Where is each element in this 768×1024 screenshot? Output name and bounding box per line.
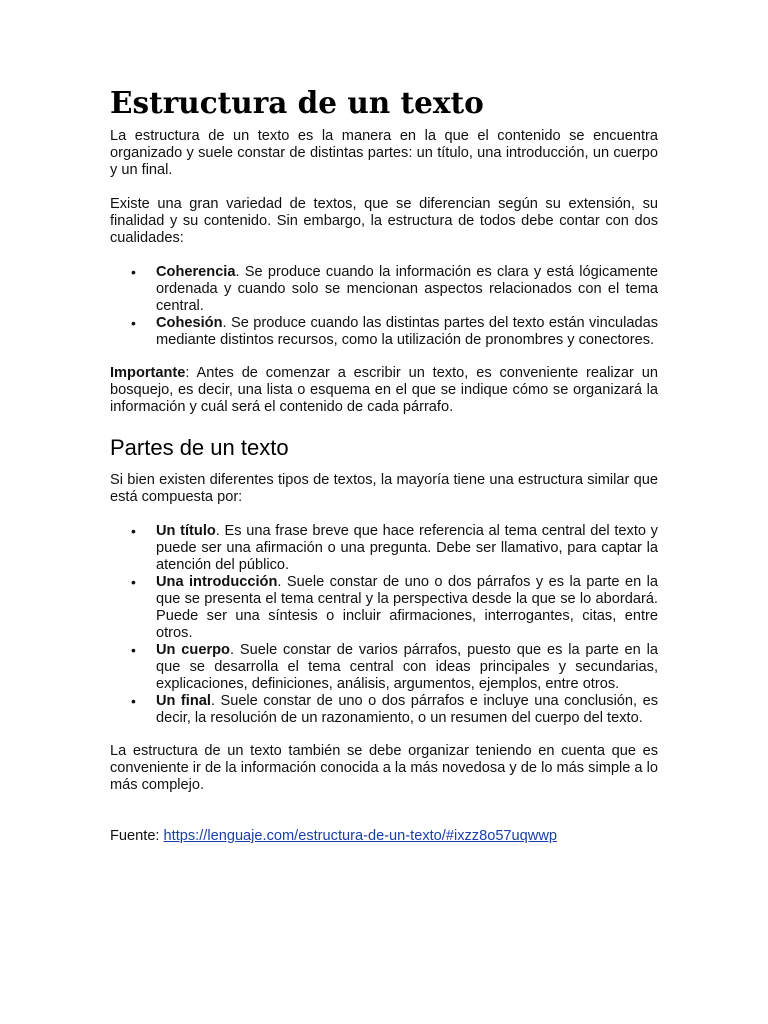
important-label: Importante	[110, 365, 186, 381]
list-item-text: . Suele constar de uno o dos párrafos e incluye una conclusión, es decir, la resolución de un razonamiento, o un resumen del cuerpo del texto.	[156, 693, 658, 726]
list-item-cuerpo	[110, 642, 658, 693]
section-title: Partes de un texto	[110, 435, 289, 460]
list-item-introduccion	[110, 574, 658, 642]
list-item-titulo	[110, 523, 658, 574]
list-item-text: . Se produce cuando la información es clara y está lógicamente ordenada y cuando solo se mencionan aspectos relacionados con el tema central.	[156, 264, 658, 314]
list-item-term: Coherencia	[156, 264, 236, 280]
bullet-icon: •	[131, 693, 136, 709]
document-body	[110, 84, 658, 845]
intro-paragraph-1: La estructura de un texto es la manera en la que el contenido se encuentra organizado y suele constar de distintas partes: un título, una introducción, un cuerpo y un final.	[110, 128, 658, 178]
list-item-term: Una introducción	[156, 574, 278, 590]
list-item-term: Un final	[156, 693, 211, 709]
list-item-term: Un cuerpo	[156, 642, 230, 658]
bullet-icon: •	[131, 523, 136, 539]
bullet-icon: •	[131, 574, 136, 590]
bullet-icon: •	[131, 264, 136, 280]
page-title: Estructura de un texto	[110, 85, 484, 120]
intro-paragraph-2: Existe una gran variedad de textos, que se diferencian según su extensión, su finalidad y su contenido. Sin embargo, la estructura de todos debe contar con dos cualidades:	[110, 196, 658, 246]
important-note	[110, 365, 658, 416]
list-item-cohesion	[110, 315, 658, 349]
parts-list	[110, 523, 658, 727]
bullet-icon: •	[131, 315, 136, 331]
important-text: : Antes de comenzar a escribir un texto, es conveniente realizar un bosquejo, es decir, una lista o esquema en el que se indique cómo se organizará la información y cuál será el contenido de cada párrafo.	[110, 365, 658, 415]
source-line	[110, 828, 658, 845]
list-item-text: . Suele constar de varios párrafos, puesto que es la parte en la que se desarrolla el tema central con ideas principales y secundarias, explicaciones, definiciones, análisis, argumentos, ejemplos, entre otros.	[156, 642, 658, 692]
list-item-coherencia	[110, 264, 658, 315]
source-label: Fuente:	[110, 828, 164, 844]
source-link[interactable]: https://lenguaje.com/estructura-de-un-texto/#ixzz8o57uqwwp	[163, 828, 557, 844]
list-item-text: . Se produce cuando las distintas partes del texto están vinculadas mediante distintos recursos, como la utilización de pronombres y conectores.	[156, 315, 658, 348]
list-item-text: . Suele constar de uno o dos párrafos y es la parte en la que se presenta el tema central y la perspectiva desde la que se lo abordará. Puede ser una síntesis o incluir afirmaciones, interrogantes, citas, entre otros.	[156, 574, 659, 641]
list-item-term: Un título	[156, 523, 216, 539]
list-item-term: Cohesión	[156, 315, 223, 331]
list-item-final	[110, 693, 658, 727]
closing-paragraph: La estructura de un texto también se debe organizar teniendo en cuenta que es conveniente ir de la información conocida a la más novedosa y de lo más simple a lo más complejo.	[110, 743, 658, 793]
parts-intro: Si bien existen diferentes tipos de textos, la mayoría tiene una estructura similar que está compuesta por:	[110, 472, 658, 505]
qualities-list	[110, 264, 658, 349]
bullet-icon: •	[131, 642, 136, 658]
list-item-text: . Es una frase breve que hace referencia al tema central del texto y puede ser una afirmación o una pregunta. Debe ser llamativo, para captar la atención del público.	[156, 523, 658, 573]
